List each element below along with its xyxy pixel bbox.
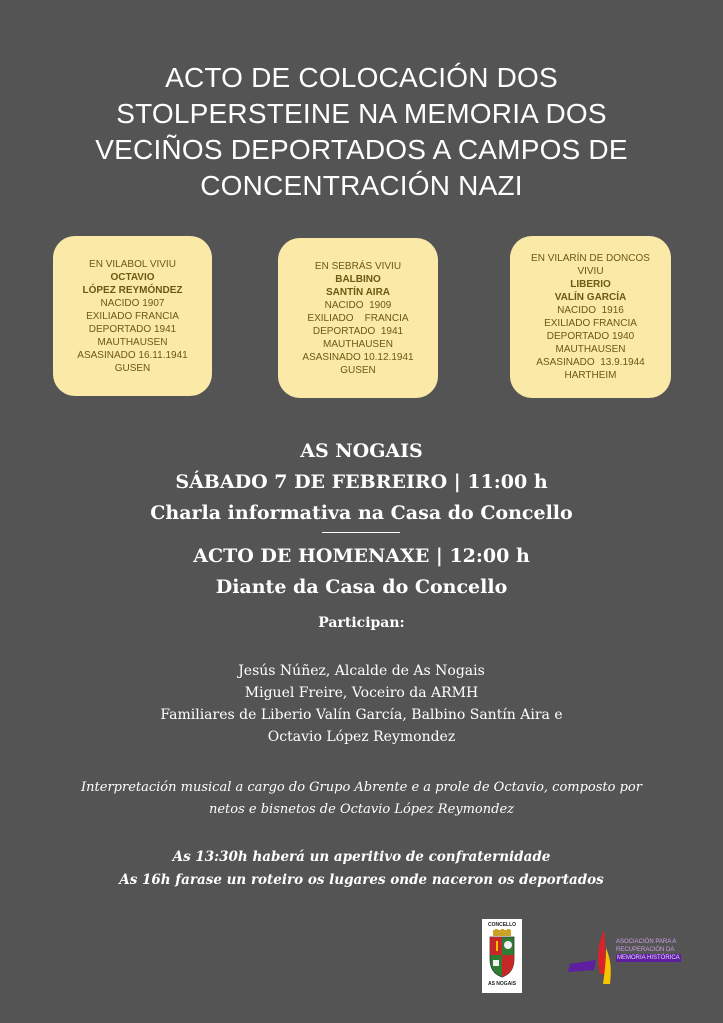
card-place: VIVIU bbox=[577, 266, 604, 277]
card-name: LIBERIO bbox=[570, 279, 611, 290]
card-camp: MAUTHAUSEN bbox=[97, 336, 168, 348]
participant-line: Octavio López Reymondez bbox=[267, 729, 456, 745]
music-note bbox=[40, 777, 683, 821]
card-killed: ASASINADO 16.11.1941 bbox=[77, 349, 188, 361]
card-born: NACIDO 1907 bbox=[100, 297, 165, 309]
note-line: As 16h farase un roteiro os lugares onde naceron os deportados bbox=[119, 872, 604, 888]
armh-line: ASOCIACIÓN PARA A bbox=[616, 939, 677, 945]
card-camp: MAUTHAUSEN bbox=[322, 338, 393, 350]
victim-card-octavio bbox=[53, 236, 212, 396]
title-line: CONCENTRACIÓN NAZI bbox=[200, 170, 523, 201]
music-line: netos e bisnetos de Octavio López Reymondez bbox=[208, 802, 514, 817]
card-exile: EXILIADO FRANCIA bbox=[544, 318, 637, 329]
armh-logo-text bbox=[616, 938, 696, 962]
card-exile: EXILIADO FRANCIA bbox=[86, 310, 179, 322]
card-place: EN SEBRÁS VIVIU bbox=[314, 260, 402, 272]
card-deported: DEPORTADO 1941 bbox=[88, 323, 177, 335]
music-line: Interpretación musical a cargo do Grupo Abrente e a prole de Octavio, composto por bbox=[81, 780, 642, 795]
coat-of-arms-icon bbox=[487, 929, 517, 981]
card-death-place: HARTHEIM bbox=[564, 370, 617, 381]
note-line: As 13:30h haberá un aperitivo de confraternidade bbox=[172, 849, 551, 865]
card-killed: ASASINADO 13.9.1944 bbox=[536, 357, 645, 368]
victim-card-liberio bbox=[510, 236, 671, 398]
card-death-place: GUSEN bbox=[340, 364, 376, 376]
title-line: STOLPERSTEINE NA MEMORIA DOS bbox=[116, 98, 607, 129]
card-name: BALBINO bbox=[335, 273, 381, 285]
event-date-time: SÁBADO 7 DE FEBREIRO | 11:00 h bbox=[175, 471, 548, 493]
card-born: NACIDO 1916 bbox=[557, 305, 624, 316]
concello-logo bbox=[482, 919, 522, 993]
participant-line: Jesús Núñez, Alcalde de As Nogais bbox=[238, 663, 485, 679]
concello-logo-bottom-text: AS NOGAIS bbox=[487, 981, 517, 987]
event-place: AS NOGAIS bbox=[300, 440, 423, 462]
card-camp: MAUTHAUSEN bbox=[555, 344, 626, 355]
card-born: NACIDO 1909 bbox=[324, 299, 392, 311]
card-place: EN VILABOL VIVIU bbox=[89, 258, 176, 270]
armh-line: RECUPERACIÓN DA bbox=[616, 947, 675, 953]
card-death-place: GUSEN bbox=[114, 362, 151, 374]
armh-line: MEMORIA HISTÓRICA bbox=[617, 955, 680, 961]
card-deported: DEPORTADO 1940 bbox=[546, 331, 635, 342]
event-block-homage bbox=[40, 541, 683, 603]
event-talk: Charla informativa na Casa do Concello bbox=[150, 502, 573, 524]
event-block-talk bbox=[40, 436, 683, 529]
victim-card-balbino bbox=[278, 238, 438, 398]
card-deported: DEPORTADO 1941 bbox=[312, 325, 404, 337]
card-surname: SANTÍN AIRA bbox=[325, 286, 391, 298]
schedule-notes bbox=[40, 846, 683, 892]
card-surname: VALÍN GARCÍA bbox=[554, 292, 627, 303]
concello-logo-top-text: CONCELLO bbox=[487, 922, 517, 928]
event-act-place: Diante da Casa do Concello bbox=[215, 576, 508, 598]
title-line: ACTO DE COLOCACIÓN DOS bbox=[165, 62, 558, 93]
participant-line: Miguel Freire, Voceiro da ARMH bbox=[244, 685, 479, 701]
card-place: EN VILARÍN DE DONCOS bbox=[531, 253, 650, 264]
participants-list bbox=[40, 660, 683, 748]
card-surname: LÓPEZ REYMÓNDEZ bbox=[82, 284, 183, 296]
poster-title bbox=[40, 60, 683, 204]
participants-label: Participan: bbox=[318, 615, 405, 631]
card-name: OCTAVIO bbox=[110, 271, 155, 283]
participant-line: Familiares de Liberio Valín García, Balbino Santín Aira e bbox=[160, 707, 563, 723]
card-killed: ASASINADO 10.12.1941 bbox=[302, 351, 414, 363]
card-exile: EXILIADO FRANCIA bbox=[307, 312, 409, 324]
title-line: VECIÑOS DEPORTADOS A CAMPOS DE bbox=[95, 134, 628, 165]
event-act-time: ACTO DE HOMENAXE | 12:00 h bbox=[193, 545, 530, 567]
divider bbox=[322, 532, 400, 533]
